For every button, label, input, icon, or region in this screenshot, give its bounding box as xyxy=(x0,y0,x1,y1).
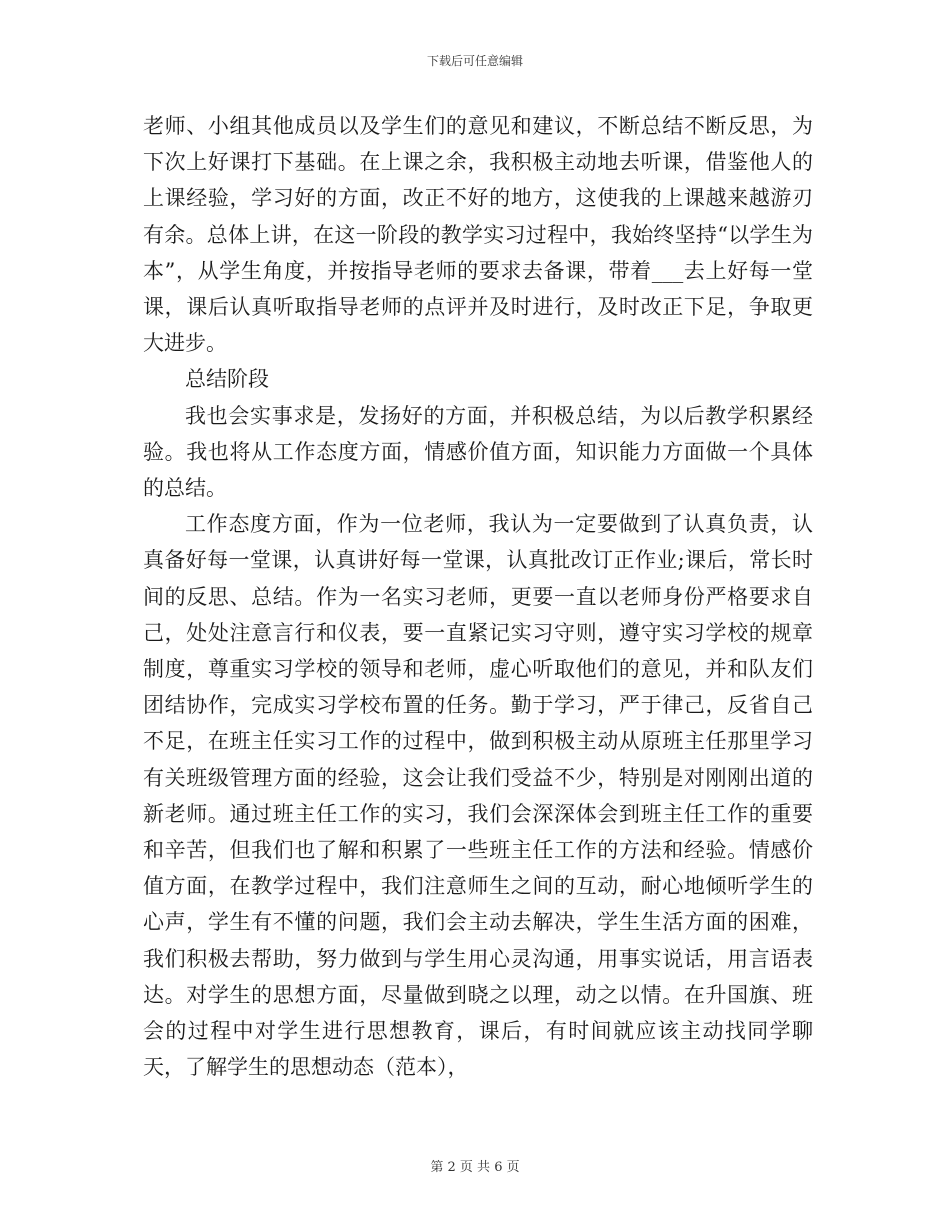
section-heading: 总结阶段 xyxy=(185,367,269,392)
document-body xyxy=(143,108,813,1085)
paragraph-work-attitude: 工作态度方面，作为一位老师，我认为一定要做到了认真负责，认真备好每一堂课，认真讲好每一堂课，认真批改订正作业;课后，常长时间的反思、总结。作为一名实习老师，更要一直以老师身份严格要求自己，处处注意言行和仪表，要一直紧记实习守则，遵守实习学校的规章制度，尊重实习学校的领导和老师，虚心听取他们的意见，并和队友们团结协作，完成实习学校布置的任务。勤于学习，严于律己，反省自己不足，在班主任实习工作的过程中，做到积极主动从原班主任那里学习有关班级管理方面的经验，这会让我们受益不少，特别是对刚刚出道的新老师。通过班主任工作的实习，我们会深深体会到班主任工作的重要和辛苦，但我们也了解和积累了一些班主任工作的方法和经验。情感价值方面，在教学过程中，我们注意师生之间的互动，耐心地倾听学生的心声，学生有不懂的问题，我们会主动去解决，学生生活方面的困难，我们积极去帮助，努力做到与学生用心灵沟通，用事实说话，用言语表达。对学生的思想方面，尽量做到晓之以理，动之以情。在升国旗、班会的过程中对学生进行思想教育，课后，有时间就应该主动找同学聊天，了解学生的思想动态（范本）， xyxy=(143,512,813,1080)
page-footer: 第 2 页 共 6 页 xyxy=(430,1160,520,1175)
paragraph-summary-intro: 我也会实事求是，发扬好的方面，并积极总结，为以后教学积累经验。我也将从工作态度方面，情感价值方面，知识能力方面做一个具体的总结。 xyxy=(143,403,813,501)
page-header: 下载后可任意编辑 xyxy=(426,54,523,68)
paragraph-continuation: 老师、小组其他成员以及学生们的意见和建议，不断总结不断反思，为下次上好课打下基础。在上课之余，我积极主动地去听课，借鉴他人的上课经验，学习好的方面，改正不好的地方，这使我的上课越来越游刃有余。总体上讲，在这一阶段的教学实习过程中，我始终坚持“以学生为本”，从学生角度，并按指导老师的要求去备课，带着___去上好每一堂课，课后认真听取指导老师的点评并及时进行，及时改正下足，争取更大进步。 xyxy=(143,114,813,356)
